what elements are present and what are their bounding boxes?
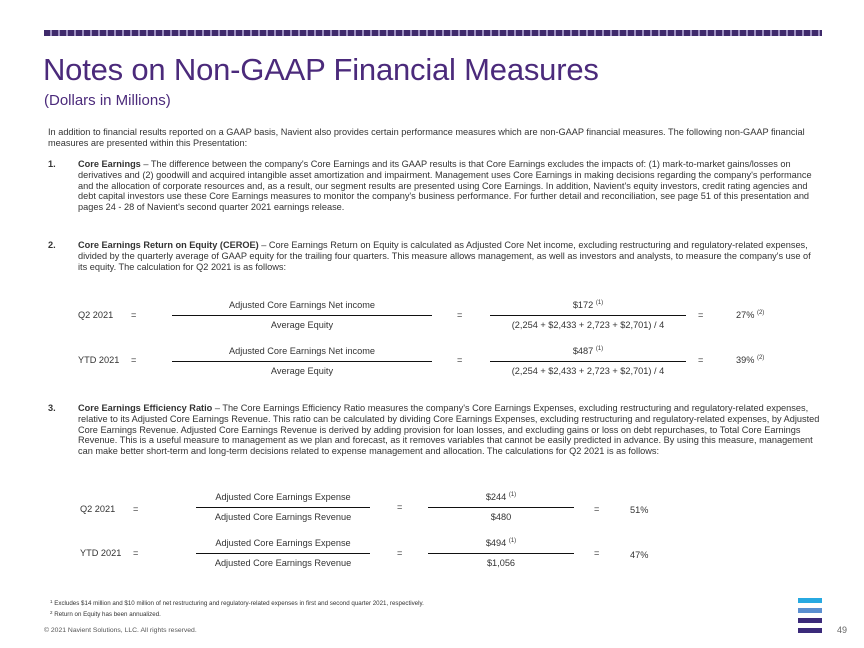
page-subtitle: (Dollars in Millions) xyxy=(44,92,171,109)
equals-sign: = xyxy=(457,310,463,320)
fraction-line xyxy=(490,361,686,362)
numerator-value: $244 $^{(1)}$ xyxy=(485,492,517,502)
equals-sign: = xyxy=(698,355,704,365)
note-efficiency-ratio xyxy=(48,403,820,457)
period-label: YTD 2021 xyxy=(80,548,122,558)
note-heading: Core Earnings Efficiency Ratio xyxy=(78,403,213,413)
equals-sign: = xyxy=(131,355,137,365)
numerator-value: $494 $^{(1)}$ xyxy=(485,538,517,548)
navient-logo-icon xyxy=(798,598,822,634)
equals-sign: = xyxy=(594,548,600,558)
denominator-label: Average Equity xyxy=(270,366,334,376)
result-value: 51% xyxy=(630,505,649,515)
equals-sign: = xyxy=(698,310,704,320)
note-heading: Core Earnings Return on Equity (CEROE) xyxy=(78,240,259,250)
period-label: YTD 2021 xyxy=(78,355,120,365)
denominator-value: (2,254 + $2,433 + 2,723 + $2,701) / 4 xyxy=(511,366,665,376)
page-number: 49 xyxy=(837,625,848,635)
note-text: – The Core Earnings Efficiency Ratio measures the company's Core Earnings Expenses, excluding restructuring and regulatory-related expenses, relative to its Adjusted Core Earnings Revenue. This ratio can be calculated by dividing Core Earnings Expenses, excluding restructuring and regulatory-related expenses, by Adjusted Core Earnings Revenue. Adjusted Core Earnings Revenue is derived by adding provision for loan losses, and excluding gains or loss on debt repurchases, to Total Core Earnings Revenue. This is a useful measure to management as we plan and forecast, as it removes variables that cannot be easily predicted in advance. By using this measure, management can make better short-term and long-term decisions related to expense management and allocation. The calculations for Q2 2021 is as follows: xyxy=(78,403,820,457)
equals-sign: = xyxy=(133,548,139,558)
numerator-value: $172 $^{(1)}$ xyxy=(572,300,604,310)
note-number: 1. xyxy=(48,159,56,169)
intro-paragraph: In addition to financial results reported on a GAAP basis, Navient also provides certain performance measures which are non-GAAP financial measures. The following non-GAAP financial measures are presented within this Presentation: xyxy=(48,127,805,148)
result-value: 39% $^{(2)}$ xyxy=(736,355,765,365)
numerator-label: Adjusted Core Earnings Expense xyxy=(215,492,351,502)
numerator-label: Adjusted Core Earnings Expense xyxy=(215,538,351,548)
fraction-line xyxy=(172,361,432,362)
note-ceroe xyxy=(48,240,820,272)
fraction-line xyxy=(428,507,574,508)
numerator-label: Adjusted Core Earnings Net income xyxy=(228,300,376,310)
note-text: – Core Earnings Return on Equity is calculated as Adjusted Core Net income, excluding restructuring and regulatory-related expenses, divided by the quarterly average of GAAP equity for the trailing four quarters. This measure allows management, as well as investors and analysts, to measure the company's use of its equity. The calculation for Q2 2021 is as follows: xyxy=(78,240,811,272)
note-text: – The difference between the company's Core Earnings and its GAAP results is that Core Earnings excludes the impacts of: (1) mark-to-market gains/losses on derivatives and (2) goodwill and acquired intangible asset amortization and impairment. Management uses Core Earnings in making decisions regarding the company's performance and the allocation of corporate resources and, as a result, our segment results are presented using Core Earnings. In addition, Navient's equity investors, credit rating agencies and debt capital investors use these Core Earnings measures to monitor the company's business performance. For further detail and reconciliation, see page 51 of this presentation and pages 24 - 28 of Navient's second quarter 2021 earnings release. xyxy=(78,159,812,213)
denominator-label: Average Equity xyxy=(270,320,334,330)
period-label: Q2 2021 xyxy=(80,504,116,514)
fraction-line xyxy=(172,315,432,316)
fraction-line xyxy=(196,553,370,554)
copyright-text: © 2021 Navient Solutions, LLC. All rights reserved. xyxy=(44,627,197,634)
period-label: Q2 2021 xyxy=(78,310,114,320)
page-title: Notes on Non-GAAP Financial Measures xyxy=(43,52,599,87)
equals-sign: = xyxy=(457,355,463,365)
fraction-line xyxy=(428,553,574,554)
denominator-label: Adjusted Core Earnings Revenue xyxy=(214,558,352,568)
result-value: 47% xyxy=(630,550,649,560)
fraction-line xyxy=(196,507,370,508)
result-value: 27% $^{(2)}$ xyxy=(736,310,765,320)
footnotes xyxy=(50,598,424,619)
footnote: $^1$ Excludes $14 million and $10 million of net restructuring and regulatory-related expenses in first and second quarter 2021, respectively. xyxy=(50,599,424,607)
fraction-line xyxy=(490,315,686,316)
note-heading: Core Earnings xyxy=(78,159,141,169)
denominator-value: $480 xyxy=(490,512,512,522)
numerator-label: Adjusted Core Earnings Net income xyxy=(228,346,376,356)
equals-sign: = xyxy=(594,504,600,514)
denominator-value: (2,254 + $2,433 + 2,723 + $2,701) / 4 xyxy=(511,320,665,330)
equals-sign: = xyxy=(397,548,403,558)
footnote: $^2$ Return on Equity has been annualized. xyxy=(50,609,161,618)
equals-sign: = xyxy=(131,310,137,320)
note-number: 2. xyxy=(48,240,56,250)
denominator-label: Adjusted Core Earnings Revenue xyxy=(214,512,352,522)
note-number: 3. xyxy=(48,403,56,413)
equals-sign: = xyxy=(133,504,139,514)
equals-sign: = xyxy=(397,502,403,512)
note-core-earnings xyxy=(48,159,820,213)
denominator-value: $1,056 xyxy=(486,558,516,568)
header-dash-bar xyxy=(44,30,822,36)
numerator-value: $487 $^{(1)}$ xyxy=(572,346,604,356)
